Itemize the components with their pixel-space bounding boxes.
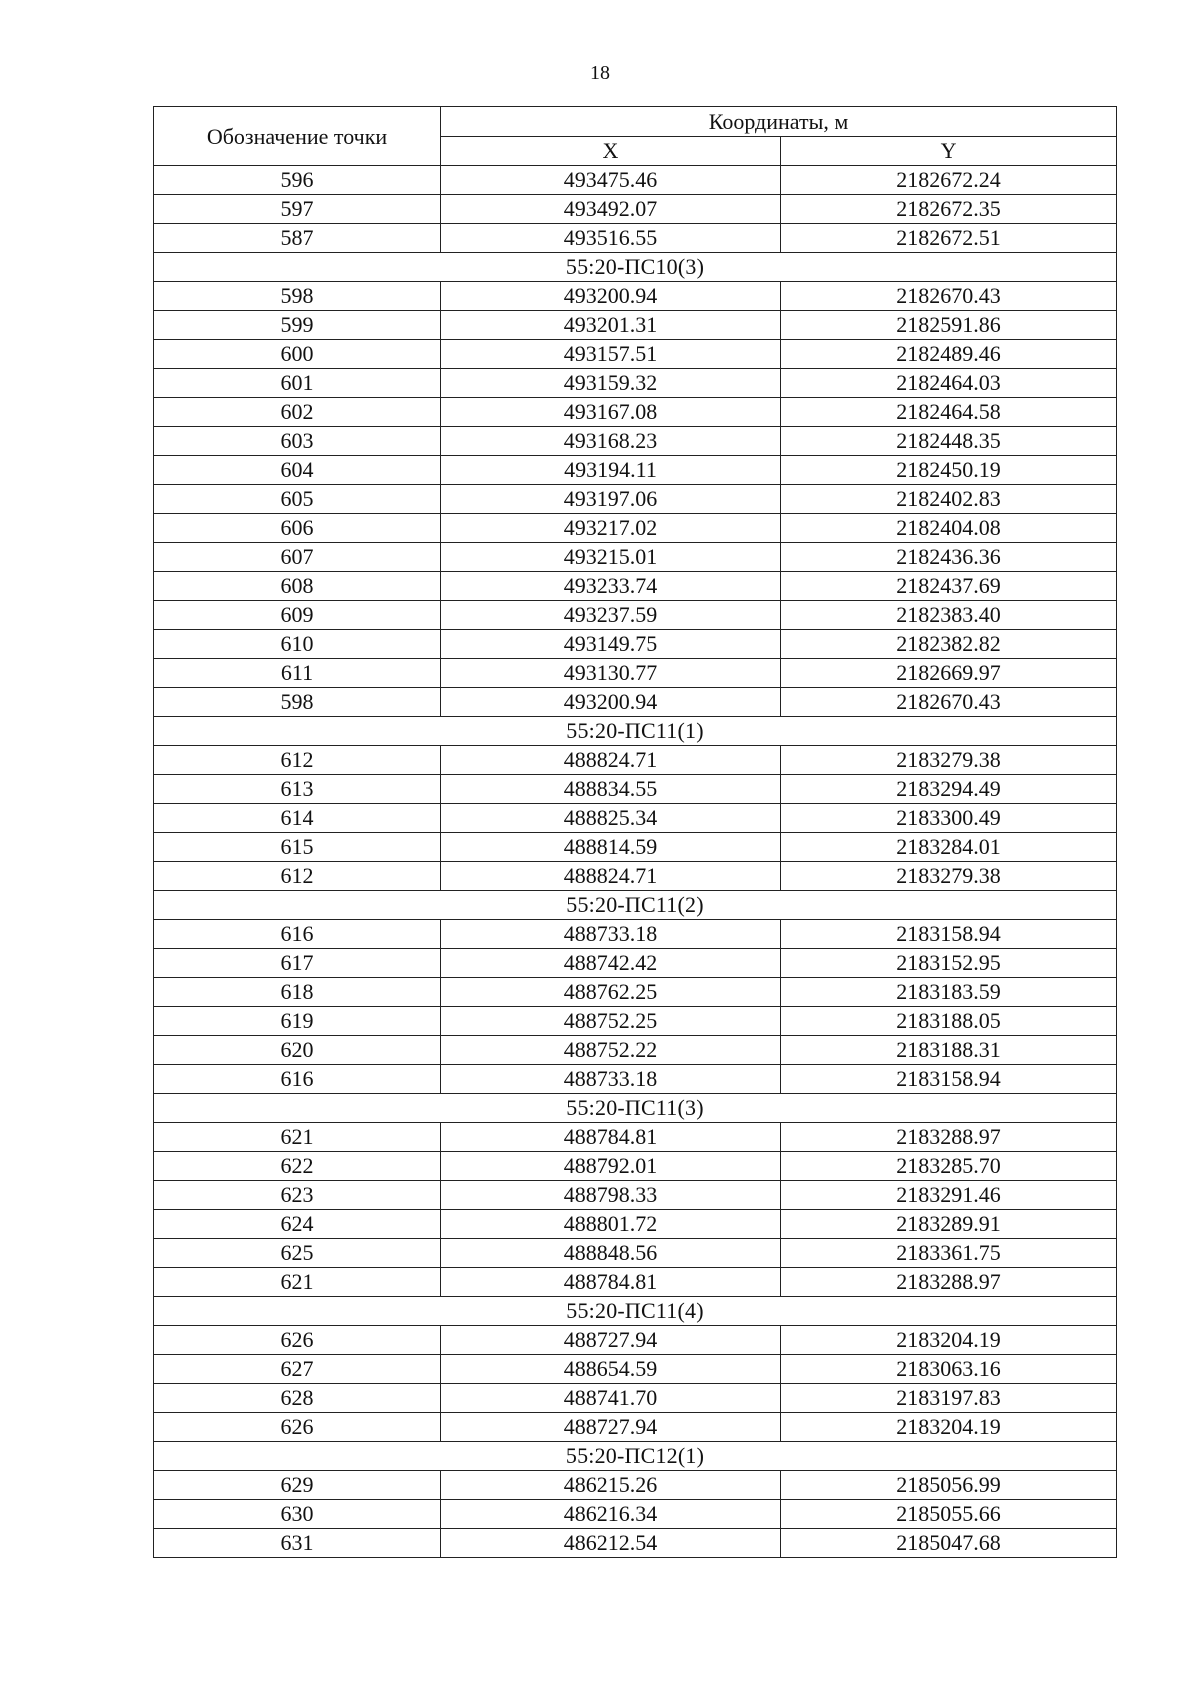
page-number: 18 <box>590 62 610 84</box>
point-cell: 607 <box>154 543 441 572</box>
y-coordinate-cell: 2183188.05 <box>781 1007 1117 1036</box>
y-coordinate-cell: 2183288.97 <box>781 1268 1117 1297</box>
y-coordinate-cell: 2183158.94 <box>781 1065 1117 1094</box>
point-cell: 623 <box>154 1181 441 1210</box>
x-coordinate-cell: 488784.81 <box>441 1268 781 1297</box>
table-row <box>154 311 1117 340</box>
y-column-header: Y <box>781 137 1117 166</box>
x-coordinate-cell: 493215.01 <box>441 543 781 572</box>
section-row <box>154 717 1117 746</box>
x-coordinate-cell: 493159.32 <box>441 369 781 398</box>
x-coordinate-cell: 493168.23 <box>441 427 781 456</box>
y-coordinate-cell: 2183063.16 <box>781 1355 1117 1384</box>
table-row <box>154 1355 1117 1384</box>
table-row <box>154 949 1117 978</box>
x-coordinate-cell: 493167.08 <box>441 398 781 427</box>
point-cell: 597 <box>154 195 441 224</box>
coordinates-table <box>153 106 1117 1558</box>
table-row <box>154 427 1117 456</box>
section-label: 55:20-ПС10(3) <box>154 253 1117 282</box>
table-row <box>154 746 1117 775</box>
point-cell: 598 <box>154 688 441 717</box>
y-coordinate-cell: 2182489.46 <box>781 340 1117 369</box>
point-cell: 613 <box>154 775 441 804</box>
table-header <box>154 107 1117 166</box>
point-cell: 610 <box>154 630 441 659</box>
x-coordinate-cell: 488824.71 <box>441 862 781 891</box>
section-row <box>154 1442 1117 1471</box>
x-coordinate-cell: 488733.18 <box>441 1065 781 1094</box>
y-coordinate-cell: 2185056.99 <box>781 1471 1117 1500</box>
point-cell: 620 <box>154 1036 441 1065</box>
y-coordinate-cell: 2183289.91 <box>781 1210 1117 1239</box>
point-cell: 624 <box>154 1210 441 1239</box>
table-row <box>154 920 1117 949</box>
point-cell: 617 <box>154 949 441 978</box>
point-cell: 612 <box>154 862 441 891</box>
x-coordinate-cell: 488814.59 <box>441 833 781 862</box>
y-coordinate-cell: 2183294.49 <box>781 775 1117 804</box>
y-coordinate-cell: 2182672.24 <box>781 166 1117 195</box>
table-row <box>154 485 1117 514</box>
y-coordinate-cell: 2183152.95 <box>781 949 1117 978</box>
point-cell: 611 <box>154 659 441 688</box>
x-coordinate-cell: 486212.54 <box>441 1529 781 1558</box>
y-coordinate-cell: 2183300.49 <box>781 804 1117 833</box>
y-coordinate-cell: 2183279.38 <box>781 746 1117 775</box>
x-coordinate-cell: 488752.25 <box>441 1007 781 1036</box>
section-label: 55:20-ПС11(2) <box>154 891 1117 920</box>
y-coordinate-cell: 2183291.46 <box>781 1181 1117 1210</box>
y-coordinate-cell: 2183361.75 <box>781 1239 1117 1268</box>
y-coordinate-cell: 2182591.86 <box>781 311 1117 340</box>
x-coordinate-cell: 493200.94 <box>441 688 781 717</box>
x-coordinate-cell: 486215.26 <box>441 1471 781 1500</box>
point-cell: 621 <box>154 1123 441 1152</box>
point-cell: 601 <box>154 369 441 398</box>
table-row <box>154 1529 1117 1558</box>
y-coordinate-cell: 2183197.83 <box>781 1384 1117 1413</box>
table-row <box>154 514 1117 543</box>
point-cell: 621 <box>154 1268 441 1297</box>
y-coordinate-cell: 2182670.43 <box>781 688 1117 717</box>
y-coordinate-cell: 2182436.36 <box>781 543 1117 572</box>
x-coordinate-cell: 493233.74 <box>441 572 781 601</box>
section-label: 55:20-ПС11(3) <box>154 1094 1117 1123</box>
y-coordinate-cell: 2183279.38 <box>781 862 1117 891</box>
table-row <box>154 543 1117 572</box>
x-coordinate-cell: 488727.94 <box>441 1326 781 1355</box>
table-row <box>154 166 1117 195</box>
y-coordinate-cell: 2182437.69 <box>781 572 1117 601</box>
section-row <box>154 253 1117 282</box>
point-cell: 618 <box>154 978 441 1007</box>
table-row <box>154 1210 1117 1239</box>
point-cell: 605 <box>154 485 441 514</box>
x-coordinate-cell: 488762.25 <box>441 978 781 1007</box>
y-coordinate-cell: 2182404.08 <box>781 514 1117 543</box>
point-cell: 625 <box>154 1239 441 1268</box>
y-coordinate-cell: 2182669.97 <box>781 659 1117 688</box>
table-row <box>154 1065 1117 1094</box>
table-row <box>154 630 1117 659</box>
y-coordinate-cell: 2185047.68 <box>781 1529 1117 1558</box>
y-coordinate-cell: 2182672.35 <box>781 195 1117 224</box>
table-row <box>154 369 1117 398</box>
table-row <box>154 572 1117 601</box>
point-cell: 602 <box>154 398 441 427</box>
x-coordinate-cell: 488752.22 <box>441 1036 781 1065</box>
x-column-header: X <box>441 137 781 166</box>
section-label: 55:20-ПС11(4) <box>154 1297 1117 1326</box>
x-coordinate-cell: 493197.06 <box>441 485 781 514</box>
section-row <box>154 1297 1117 1326</box>
point-cell: 600 <box>154 340 441 369</box>
point-cell: 628 <box>154 1384 441 1413</box>
y-coordinate-cell: 2182464.03 <box>781 369 1117 398</box>
section-label: 55:20-ПС12(1) <box>154 1442 1117 1471</box>
x-coordinate-cell: 488727.94 <box>441 1413 781 1442</box>
section-row <box>154 1094 1117 1123</box>
y-coordinate-cell: 2182450.19 <box>781 456 1117 485</box>
table-row <box>154 1268 1117 1297</box>
y-coordinate-cell: 2182464.58 <box>781 398 1117 427</box>
x-coordinate-cell: 493475.46 <box>441 166 781 195</box>
x-coordinate-cell: 488741.70 <box>441 1384 781 1413</box>
table-row <box>154 195 1117 224</box>
point-cell: 599 <box>154 311 441 340</box>
x-coordinate-cell: 493237.59 <box>441 601 781 630</box>
x-coordinate-cell: 488848.56 <box>441 1239 781 1268</box>
x-coordinate-cell: 493516.55 <box>441 224 781 253</box>
section-label: 55:20-ПС11(1) <box>154 717 1117 746</box>
point-cell: 596 <box>154 166 441 195</box>
x-coordinate-cell: 486216.34 <box>441 1500 781 1529</box>
y-coordinate-cell: 2182402.83 <box>781 485 1117 514</box>
table-row <box>154 224 1117 253</box>
table-row <box>154 1181 1117 1210</box>
x-coordinate-cell: 488742.42 <box>441 949 781 978</box>
point-cell: 631 <box>154 1529 441 1558</box>
y-coordinate-cell: 2182448.35 <box>781 427 1117 456</box>
table-body <box>154 166 1117 1558</box>
y-coordinate-cell: 2183188.31 <box>781 1036 1117 1065</box>
y-coordinate-cell: 2183285.70 <box>781 1152 1117 1181</box>
x-coordinate-cell: 493492.07 <box>441 195 781 224</box>
point-cell: 606 <box>154 514 441 543</box>
point-designation-header: Обозначение точки <box>154 107 441 166</box>
point-cell: 603 <box>154 427 441 456</box>
y-coordinate-cell: 2183204.19 <box>781 1413 1117 1442</box>
x-coordinate-cell: 488801.72 <box>441 1210 781 1239</box>
x-coordinate-cell: 493201.31 <box>441 311 781 340</box>
section-row <box>154 891 1117 920</box>
table-row <box>154 1239 1117 1268</box>
table-row <box>154 978 1117 1007</box>
table-row <box>154 659 1117 688</box>
y-coordinate-cell: 2183288.97 <box>781 1123 1117 1152</box>
x-coordinate-cell: 488784.81 <box>441 1123 781 1152</box>
point-cell: 626 <box>154 1413 441 1442</box>
x-coordinate-cell: 493194.11 <box>441 456 781 485</box>
point-cell: 630 <box>154 1500 441 1529</box>
table-row <box>154 1500 1117 1529</box>
x-coordinate-cell: 493149.75 <box>441 630 781 659</box>
point-cell: 627 <box>154 1355 441 1384</box>
y-coordinate-cell: 2182383.40 <box>781 601 1117 630</box>
point-cell: 616 <box>154 1065 441 1094</box>
point-cell: 587 <box>154 224 441 253</box>
y-coordinate-cell: 2183284.01 <box>781 833 1117 862</box>
x-coordinate-cell: 488834.55 <box>441 775 781 804</box>
table-row <box>154 1123 1117 1152</box>
x-coordinate-cell: 488825.34 <box>441 804 781 833</box>
point-cell: 622 <box>154 1152 441 1181</box>
x-coordinate-cell: 493217.02 <box>441 514 781 543</box>
point-cell: 598 <box>154 282 441 311</box>
point-cell: 604 <box>154 456 441 485</box>
point-cell: 614 <box>154 804 441 833</box>
table-row <box>154 1471 1117 1500</box>
table-row <box>154 456 1117 485</box>
y-coordinate-cell: 2183158.94 <box>781 920 1117 949</box>
x-coordinate-cell: 493157.51 <box>441 340 781 369</box>
table-row <box>154 1326 1117 1355</box>
table-row <box>154 862 1117 891</box>
point-cell: 626 <box>154 1326 441 1355</box>
y-coordinate-cell: 2182672.51 <box>781 224 1117 253</box>
x-coordinate-cell: 493130.77 <box>441 659 781 688</box>
table-row <box>154 1384 1117 1413</box>
point-cell: 629 <box>154 1471 441 1500</box>
x-coordinate-cell: 488798.33 <box>441 1181 781 1210</box>
y-coordinate-cell: 2182382.82 <box>781 630 1117 659</box>
x-coordinate-cell: 493200.94 <box>441 282 781 311</box>
point-cell: 609 <box>154 601 441 630</box>
table-row <box>154 398 1117 427</box>
table-row <box>154 804 1117 833</box>
point-cell: 619 <box>154 1007 441 1036</box>
table-row <box>154 1007 1117 1036</box>
table-row <box>154 601 1117 630</box>
coordinates-header: Координаты, м <box>441 107 1117 137</box>
point-cell: 612 <box>154 746 441 775</box>
y-coordinate-cell: 2185055.66 <box>781 1500 1117 1529</box>
table-row <box>154 282 1117 311</box>
y-coordinate-cell: 2182670.43 <box>781 282 1117 311</box>
table-row <box>154 1036 1117 1065</box>
table-row <box>154 340 1117 369</box>
y-coordinate-cell: 2183204.19 <box>781 1326 1117 1355</box>
table-row <box>154 688 1117 717</box>
x-coordinate-cell: 488733.18 <box>441 920 781 949</box>
table-row <box>154 833 1117 862</box>
table-row <box>154 775 1117 804</box>
x-coordinate-cell: 488824.71 <box>441 746 781 775</box>
x-coordinate-cell: 488792.01 <box>441 1152 781 1181</box>
point-cell: 616 <box>154 920 441 949</box>
point-cell: 608 <box>154 572 441 601</box>
table-row <box>154 1152 1117 1181</box>
y-coordinate-cell: 2183183.59 <box>781 978 1117 1007</box>
point-cell: 615 <box>154 833 441 862</box>
table-row <box>154 1413 1117 1442</box>
x-coordinate-cell: 488654.59 <box>441 1355 781 1384</box>
